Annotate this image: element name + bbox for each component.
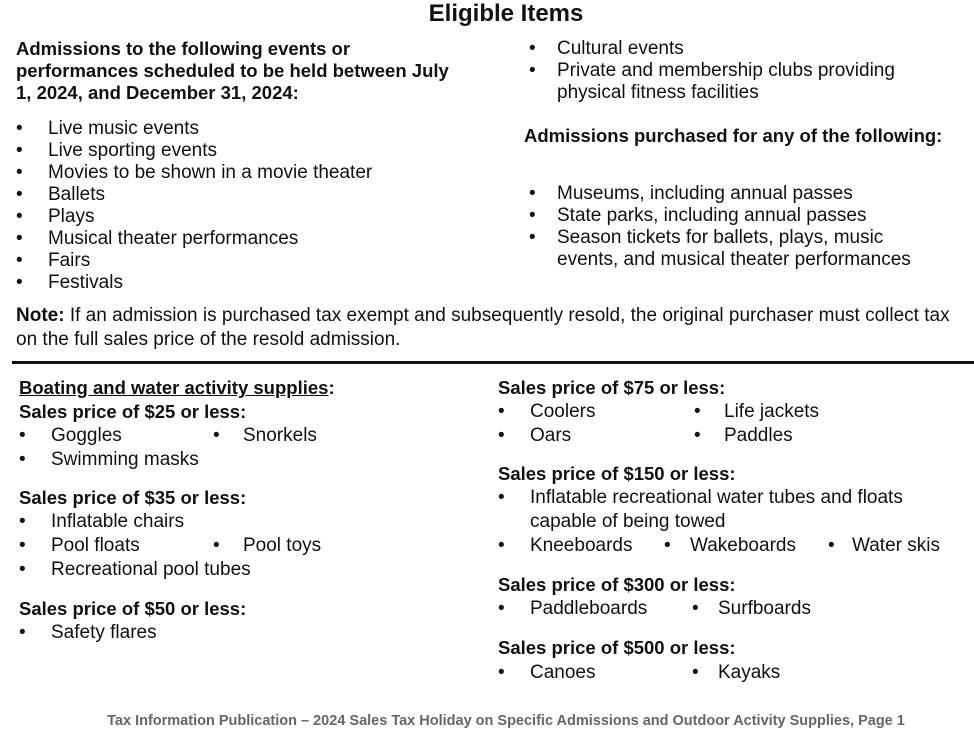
list-item: Recreational pool tubes [51, 559, 251, 580]
list-item-wrap: • Inflatable recreational water tubes and floats capable of being towed [498, 486, 938, 534]
list-item: Canoes [530, 662, 596, 683]
list-item: Inflatable chairs [51, 511, 185, 532]
list-item: Life jackets [724, 401, 820, 422]
events-list [16, 118, 496, 294]
events-heading: Admissions to the following events or performances scheduled to be held between July 1, 2024, and December 31, 2024: [16, 38, 449, 103]
list-item: • Fairs [16, 250, 496, 272]
page-title: Eligible Items [428, 0, 584, 27]
list-item: • Festivals [16, 272, 496, 294]
list-item: Water skis [852, 535, 940, 556]
tier-label-500: Sales price of $500 or less: [498, 637, 736, 658]
tier-label-75: Sales price of $75 or less: [498, 377, 726, 398]
list-item: Inflatable recreational water tubes and floats capable of being towed [530, 487, 903, 532]
boating-heading: Boating and water activity supplies: [19, 377, 335, 398]
list-item: • Live music events [16, 118, 496, 140]
list-item: Coolers [530, 401, 596, 422]
list-item: Pool toys [243, 535, 322, 556]
list-item: Kneeboards [530, 535, 633, 556]
list-item: • Plays [16, 206, 496, 228]
list-item: • Museums, including annual passes [525, 183, 945, 205]
list-item: Kayaks [718, 662, 781, 683]
list-item: • State parks, including annual passes [525, 205, 945, 227]
list-item: Pool floats [51, 535, 140, 556]
list-item: • Season tickets for ballets, plays, music events, and musical theater performances [525, 227, 945, 271]
note-paragraph [16, 304, 972, 352]
list-item: • Cultural events [525, 38, 955, 60]
list-item: • Ballets [16, 184, 496, 206]
note-label: Note: [16, 305, 65, 326]
tier-label-25: Sales price of $25 or less: [19, 401, 247, 422]
purchased-heading: Admissions purchased for any of the following: [524, 125, 943, 146]
list-item: • Movies to be shown in a movie theater [16, 162, 496, 184]
tier-label-50: Sales price of $50 or less: [19, 598, 247, 619]
events-list-continued [525, 38, 955, 104]
section-divider [12, 361, 974, 364]
list-item: Snorkels [243, 425, 317, 446]
tier-label-35: Sales price of $35 or less: [19, 487, 247, 508]
list-item: • Live sporting events [16, 140, 496, 162]
list-item: • Private and membership clubs providing physical fitness facilities [525, 60, 955, 104]
list-item: Surfboards [718, 598, 811, 619]
tier-label-300: Sales price of $300 or less: [498, 574, 736, 595]
list-item: Wakeboards [690, 535, 796, 556]
list-item: Goggles [51, 425, 122, 446]
page-footer: Tax Information Publication – 2024 Sales Tax Holiday on Specific Admissions and Outdoor Activity Supplies, Page 1 [107, 713, 905, 729]
list-item: • Musical theater performances [16, 228, 496, 250]
note-text: If an admission is purchased tax exempt and subsequently resold, the original purchaser must collect tax on the full sales price of the resold admission. [16, 305, 950, 350]
purchased-list [525, 183, 945, 271]
list-item: Paddles [724, 425, 793, 446]
list-item: Paddleboards [530, 598, 648, 619]
list-item: Safety flares [51, 622, 157, 643]
list-item: Swimming masks [51, 449, 199, 470]
list-item: Oars [530, 425, 572, 446]
tier-label-150: Sales price of $150 or less: [498, 463, 736, 484]
